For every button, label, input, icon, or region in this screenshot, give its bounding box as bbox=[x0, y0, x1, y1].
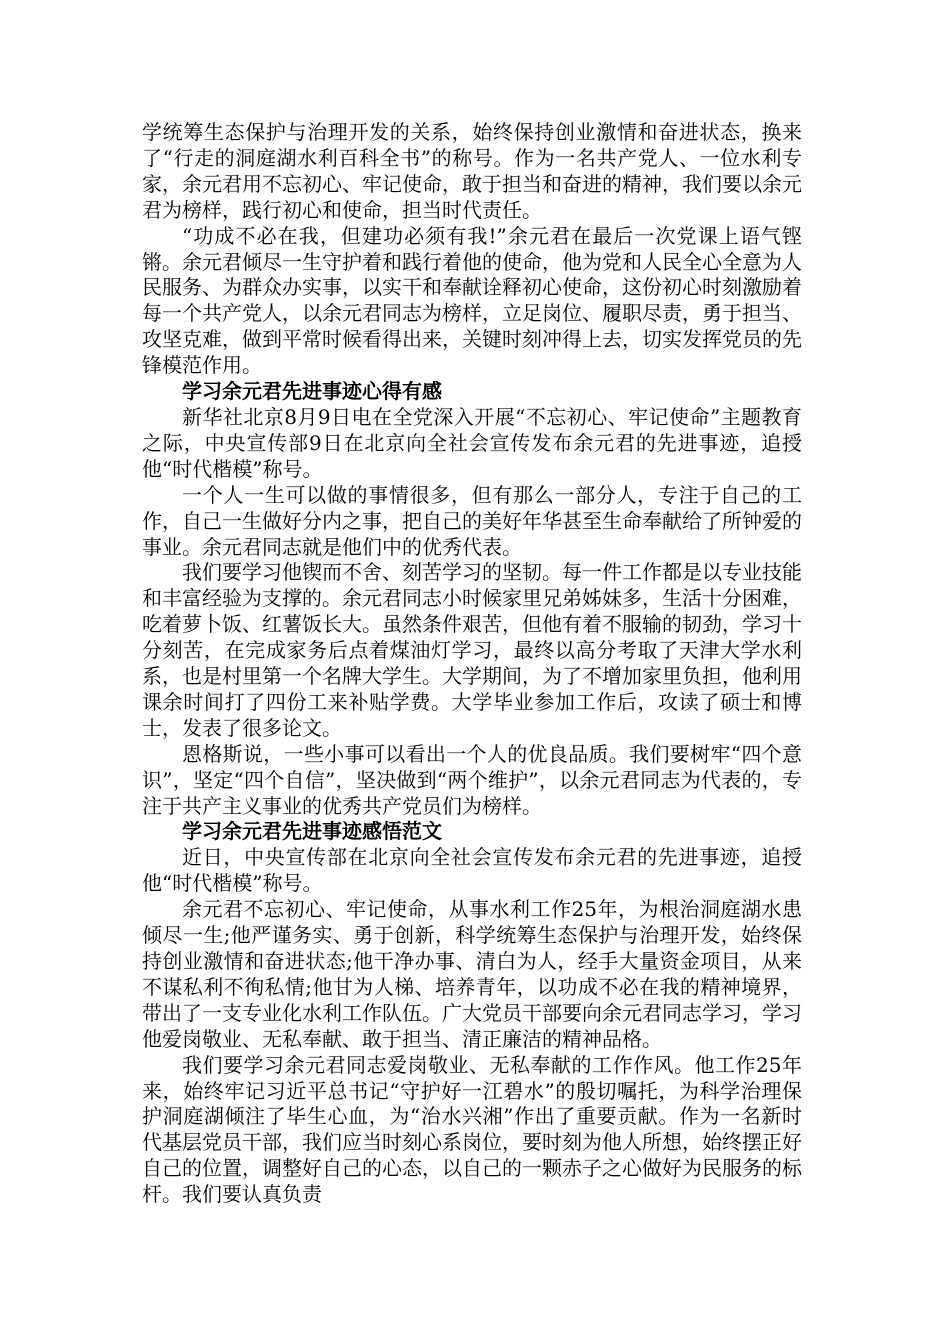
paragraph: 余元君不忘初心、牢记使命，从事水利工作25年，为根治洞庭湖水患倾尽一生;他严谨务实、勇于创新，科学统筹生态保护与治理开发，始终保持创业激情和奋进状态;他干净办事、清白为人，经手大量资金项目，从来不谋私利不徇私情;他甘为人梯、培养青年，以功成不必在我的精神境界，带出了一支专业化水利工作队伍。广大党员干部要向余元君同志学习，学习他爱岗敬业、无私奉献、敢于担当、清正廉洁的精神品格。 bbox=[142, 897, 802, 1051]
paragraph: 近日，中央宣传部在北京向全社会宣传发布余元君的先进事迹，追授他“时代楷模”称号。 bbox=[142, 845, 802, 896]
paragraph: “功成不必在我，但建功必须有我!”余元君在最后一次党课上语气铿锵。余元君倾尽一生守护着和践行着他的使命，他为党和人民全心全意为人民服务、为群众办实事，以实干和奉献诠释初心使命，这份初心时刻激励着每一个共产党人，以余元君同志为榜样，立足岗位、履职尽责，勇于担当、攻坚克难，做到平常时候看得出来，关键时刻冲得上去，切实发挥党员的先锋模范作用。 bbox=[142, 223, 802, 378]
section-heading: 学习余元君先进事迹心得有感 bbox=[182, 379, 442, 404]
paragraph: 新华社北京8月9日电在全党深入开展“不忘初心、牢记使命”主题教育之际，中央宣传部9日在北京向全社会宣传发布余元君的先进事迹，追授他“时代楷模”称号。 bbox=[142, 404, 802, 481]
document-page bbox=[142, 120, 802, 1208]
paragraph: 我们要学习余元君同志爱岗敬业、无私奉献的工作作风。他工作25年来，始终牢记习近平总书记“守护好一江碧水”的殷切嘱托，为科学治理保护洞庭湖倾注了毕生心血，为“治水兴湘”作出了重要贡献。作为一名新时代基层党员干部，我们应当时刻心系岗位，要时刻为他人所想，始终摆正好自己的位置，调整好自己的心态，以自己的一颗赤子之心做好为民服务的标杆。我们要认真负责 bbox=[142, 1052, 802, 1207]
paragraph: 恩格斯说，一些小事可以看出一个人的优良品质。我们要树牢“四个意识”，坚定“四个自信”，坚决做到“两个维护”，以余元君同志为代表的，专注于共产主义事业的优秀共产党员们为榜样。 bbox=[142, 741, 802, 818]
paragraph: 一个人一生可以做的事情很多，但有那么一部分人，专注于自己的工作，自己一生做好分内之事，把自己的美好年华甚至生命奉献给了所钟爱的事业。余元君同志就是他们中的优秀代表。 bbox=[142, 482, 802, 559]
paragraph: 我们要学习他锲而不舍、刻苦学习的坚韧。每一件工作都是以专业技能和丰富经验为支撑的。余元君同志小时候家里兄弟姊妹多，生活十分困难，吃着萝卜饭、红薯饭长大。虽然条件艰苦，但他有着不服输的韧劲，学习十分刻苦，在完成家务后点着煤油灯学习，最终以高分考取了天津大学水利系，也是村里第一个名牌大学生。大学期间，为了不增加家里负担，他利用课余时间打了四份工来补贴学费。大学毕业参加工作后，攻读了硕士和博士，发表了很多论文。 bbox=[142, 560, 802, 740]
paragraph-continuation: 学统筹生态保护与治理开发的关系，始终保持创业激情和奋进状态，换来了“行走的洞庭湖水利百科全书”的称号。作为一名共产党人、一位水利专家，余元君用不忘初心、牢记使命，敢于担当和奋进的精神，我们要以余元君为榜样，践行初心和使命，担当时代责任。 bbox=[142, 120, 802, 222]
section-heading: 学习余元君先进事迹感悟范文 bbox=[182, 819, 442, 844]
